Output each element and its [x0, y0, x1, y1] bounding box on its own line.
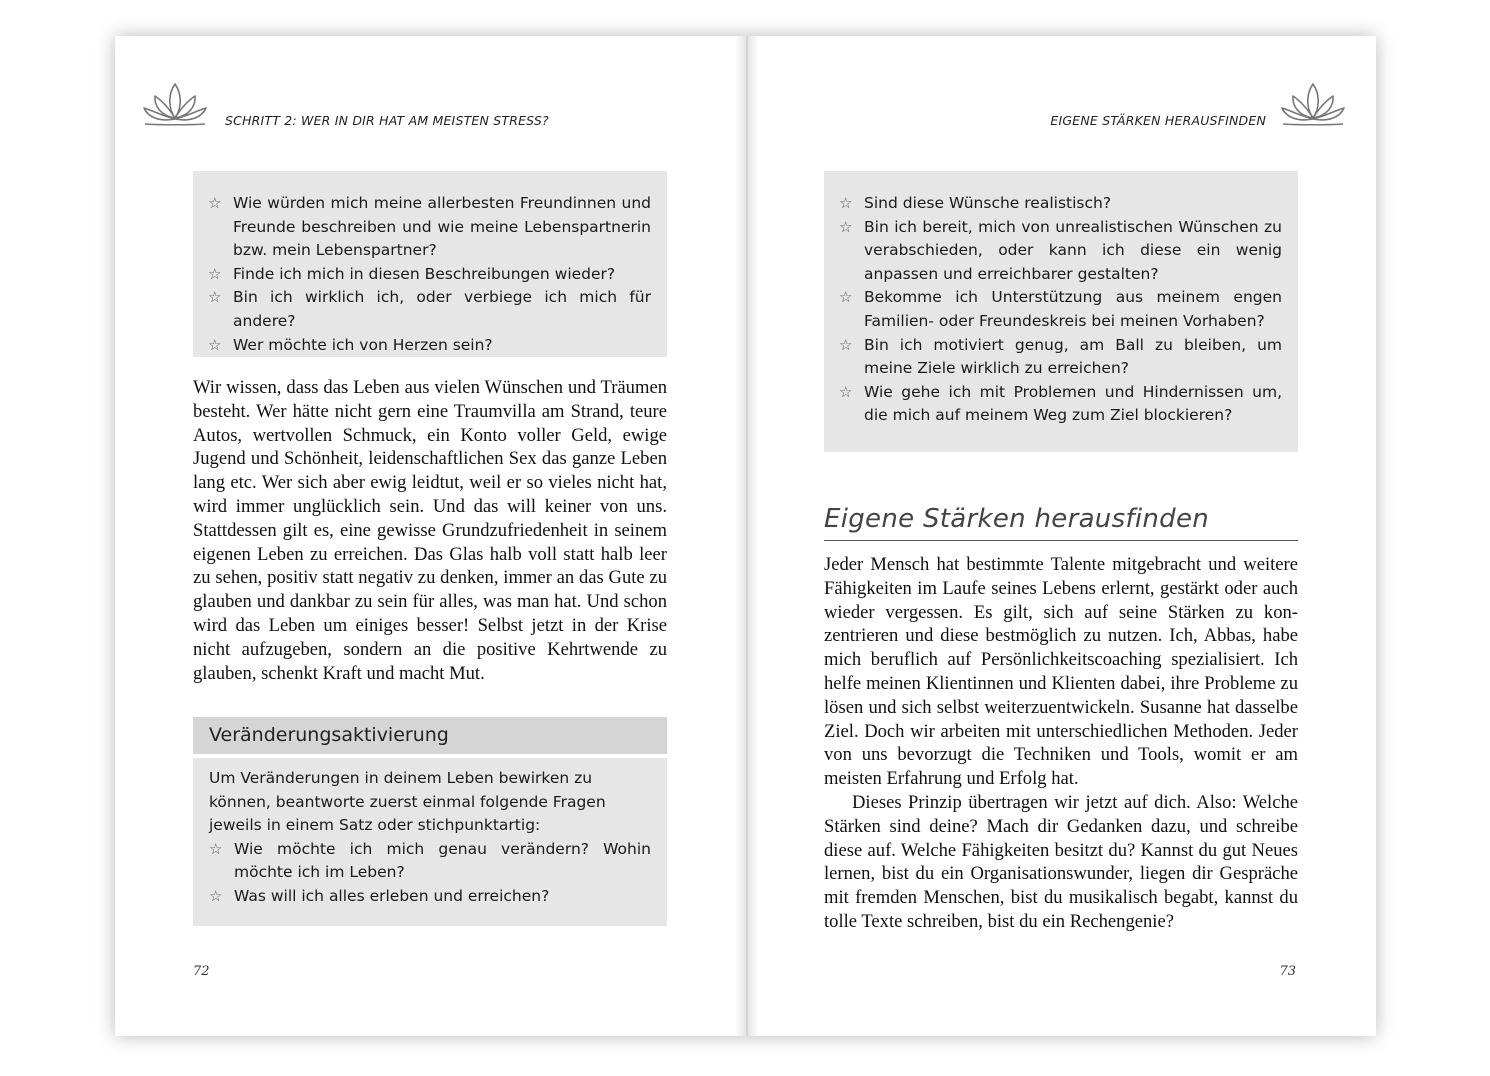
exercise-box [193, 758, 667, 926]
exercise-intro: Um Veränderungen in deinem Leben bewirken zu können, beantworte zuerst einmal folgende Fragen jeweils in einem Satz oder stichpunktartig: [209, 769, 606, 835]
list-item: ☆ Wer möchte ich von Herzen sein? [208, 334, 651, 358]
star-outline-icon: ☆ [839, 382, 853, 401]
list-item: ☆ Wie gehe ich mit Problemen und Hindernissen um, die mich auf meinem Weg zum Ziel blockieren? [839, 382, 1282, 425]
exercise-box-title: Veränderungsaktivierung [193, 717, 667, 754]
star-outline-icon: ☆ [209, 839, 223, 858]
right-page [747, 36, 1376, 1036]
star-outline-icon: ☆ [839, 288, 853, 307]
question-box [193, 171, 667, 357]
body-text [824, 553, 1298, 934]
lotus-icon [139, 78, 211, 132]
question-list [839, 192, 1282, 428]
question-list [208, 192, 651, 357]
section-heading: Eigene Stärken herausfinden [824, 501, 1298, 541]
star-outline-icon: ☆ [209, 886, 223, 905]
book-spread [115, 36, 1376, 1036]
star-outline-icon: ☆ [839, 217, 853, 236]
list-item: ☆ Finde ich mich in diesen Beschreibungen wieder? [208, 263, 651, 287]
body-paragraph: Wir wissen, dass das Leben aus vielen Wünschen und Träumen besteht. Wer hätte nicht gern eine Traumvilla am Strand, teure Autos, wertvollen Schmuck, ein Konto voller Geld, ewige Jugend und Schönheit, leidenschaftlichen Sex das ganze Leben lang etc. Wer sich aber ewig leidtut, weil er so vieles nicht hat, wird immer unglücklich sein. Und das will keiner von uns. Stattdessen gilt es, eine gewisse Grundzufriedenheit in seinem eigenen Leben zu erreichen. Das Glas halb voll statt halb leer zu sehen, positiv statt negativ zu denken, immer an das Gute zu glauben und dankbar zu sein für alles, was man hat. Und schon wird das Leben um einiges besser! Selbst jetzt in der Krise nicht aufzugeben, sondern an die positive Kehrtwende zu glauben, schenkt Kraft und macht Mut. [193, 377, 667, 684]
list-item: ☆ Was will ich alles erleben und erreichen? [209, 885, 651, 909]
question-list [209, 838, 651, 909]
book-gutter [735, 36, 759, 1036]
star-outline-icon: ☆ [208, 264, 222, 283]
page-number: 72 [193, 964, 210, 979]
list-item: ☆ Wie möchte ich mich genau verändern? Wohin möchte ich im Leben? [209, 839, 651, 882]
list-item: ☆ Bekomme ich Unterstützung aus meinem engen Familien- oder Freundeskreis bei meinen Vorhaben? [839, 288, 1282, 330]
star-outline-icon: ☆ [208, 288, 222, 307]
star-outline-icon: ☆ [208, 335, 222, 354]
body-paragraph: Dieses Prinzip übertragen wir jetzt auf dich. Also: Welche Stärken sind deine? Mach dir Gedanken dazu, und schreibe diese auf. Welche Fähigkeiten besitzt du? Kannst du gut Neues lernen, bist du ein Organisationswunder, liegen dir Gespräche mit fremden Menschen, bist du musikalisch begabt, kannst du tolle Texte schreiben, bist du ein Rechengenie? [824, 791, 1298, 932]
list-item: ☆ Bin ich bereit, mich von unrealistischen Wünschen zu verabschieden, oder kann ich diese ein wenig anpassen und erreichbarer gestalten? [839, 217, 1282, 283]
star-outline-icon: ☆ [208, 194, 222, 212]
lotus-icon [1277, 78, 1349, 132]
list-item: ☆ Bin ich motiviert genug, am Ball zu bleiben, um meine Ziele wirklich zu erreichen? [839, 335, 1282, 378]
running-head: EIGENE STÄRKEN HERAUSFINDEN [1050, 113, 1266, 128]
running-head: SCHRITT 2: WER IN DIR HAT AM MEISTEN STRESS? [225, 113, 549, 128]
list-item: ☆ Bin ich wirklich ich, oder verbiege ich mich für andere? [208, 288, 651, 330]
list-item: ☆ Sind diese Wünsche realistisch? [839, 192, 1282, 216]
star-outline-icon: ☆ [839, 194, 853, 212]
question-box [824, 171, 1298, 452]
star-outline-icon: ☆ [839, 335, 853, 354]
list-item: ☆ Wie würden mich meine allerbesten Freundinnen und Freunde beschreiben und wie meine Lebenspartnerin bzw. mein Lebenspartner? [208, 194, 651, 260]
page-number: 73 [1279, 964, 1296, 979]
body-paragraph: Jeder Mensch hat bestimmte Talente mitgebracht und weitere Fähigkeiten im Laufe seines Lebens erlernt, gestärkt oder auch wieder vergessen. Es gilt, sich auf seine Stärken zu konzentrieren und diese bestmöglich zu nutzen. Ich, Abbas, habe mich beruflich auf Persönlichkeitscoaching spezialisiert. Ich helfe meinen Klientinnen und Klienten dabei, ihre Probleme zu lösen und sich selbst weiterzuentwickeln. Susanne hat dasselbe Ziel. Doch wir arbeiten mit unterschiedlichen Methoden. Jeder von uns bevorzugt die Techniken und Tools, womit er am meisten Erfahrung und Erfolg hat. [824, 554, 1298, 790]
left-page [115, 36, 747, 1036]
